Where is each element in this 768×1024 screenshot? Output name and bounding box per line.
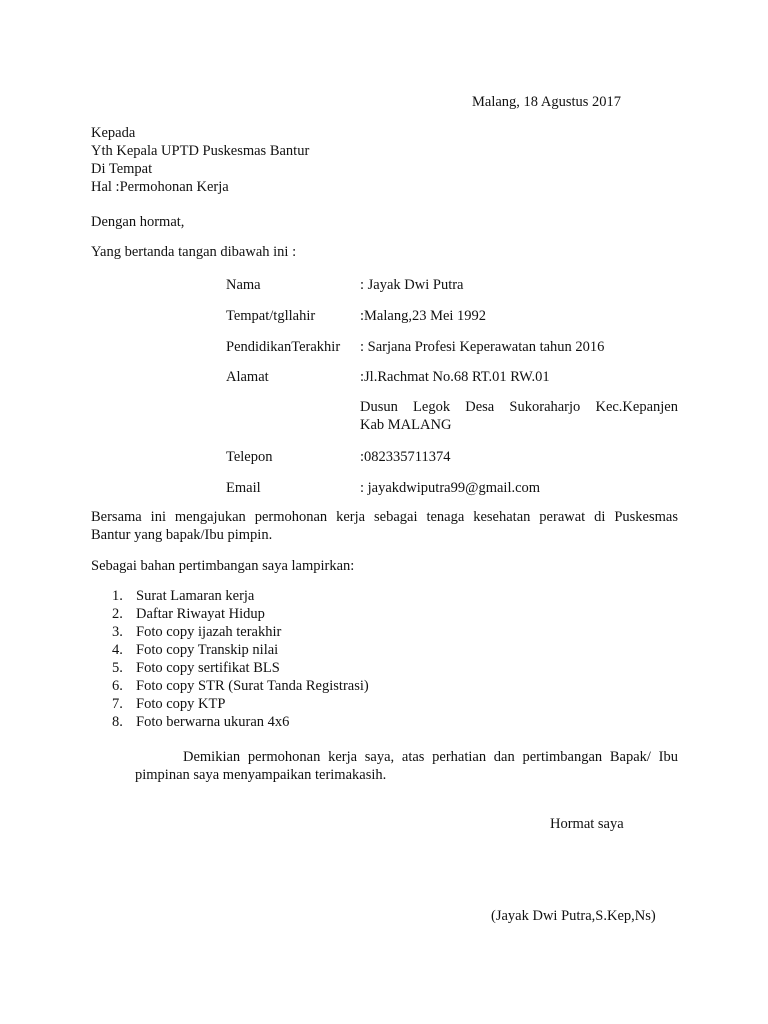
list-number: 3.: [112, 624, 123, 640]
body-paragraph: [91, 508, 678, 544]
field-label-ttl: Tempat/tgllahir: [226, 308, 316, 324]
list-number: 7.: [112, 696, 123, 712]
address-continuation: [360, 398, 678, 434]
list-item: [112, 605, 369, 623]
list-item: [112, 659, 369, 677]
list-number: 5.: [112, 660, 123, 676]
closing-line: pimpinan saya menyampaikan terimakasih.: [135, 767, 387, 783]
closing-line: Demikian permohonan kerja saya, atas perhatian dan pertimbangan Bapak/ Ibu: [183, 749, 678, 765]
intro-text: Yang bertanda tangan dibawah ini :: [91, 244, 297, 260]
address-line: Kab MALANG: [360, 417, 452, 433]
field-label-alamat: Alamat: [226, 369, 269, 385]
salutation: Dengan hormat,: [91, 214, 185, 230]
attachment-list: [112, 587, 369, 731]
regards-text: Hormat saya: [550, 816, 624, 832]
subject-line: Hal :Permohonan Kerja: [91, 179, 229, 195]
list-text: Foto copy STR (Surat Tanda Registrasi): [136, 678, 369, 694]
list-text: Daftar Riwayat Hidup: [136, 606, 265, 622]
letter-date: Malang, 18 Agustus 2017: [472, 94, 622, 110]
list-item: [112, 713, 369, 731]
signer-name: (Jayak Dwi Putra,S.Kep,Ns): [491, 908, 656, 924]
list-number: 4.: [112, 642, 123, 658]
body-line: Bersama ini mengajukan permohonan kerja sebagai tenaga kesehatan perawat di Puskesmas: [91, 509, 678, 525]
body-line: Bantur yang bapak/Ibu pimpin.: [91, 527, 273, 543]
list-text: Foto berwarna ukuran 4x6: [136, 714, 290, 730]
list-item: [112, 587, 369, 605]
list-item: [112, 695, 369, 713]
field-label-nama: Nama: [226, 277, 261, 293]
field-value-nama: : Jayak Dwi Putra: [360, 277, 464, 293]
field-value-email: : jayakdwiputra99@gmail.com: [360, 480, 541, 496]
attachment-intro: Sebagai bahan pertimbangan saya lampirkan:: [91, 558, 355, 574]
list-number: 1.: [112, 588, 123, 604]
recipient-line: Di Tempat: [91, 161, 153, 177]
closing-paragraph: [135, 748, 678, 784]
field-value-telepon: :082335711374: [360, 449, 451, 465]
field-value-pendidikan: : Sarjana Profesi Keperawatan tahun 2016: [360, 339, 605, 355]
field-value-ttl: :Malang,23 Mei 1992: [360, 308, 487, 324]
list-number: 2.: [112, 606, 123, 622]
recipient-block: [91, 124, 309, 196]
recipient-line: Kepada: [91, 125, 136, 141]
list-number: 8.: [112, 714, 123, 730]
list-item: [112, 623, 369, 641]
list-text: Surat Lamaran kerja: [136, 588, 255, 604]
recipient-line: Yth Kepala UPTD Puskesmas Bantur: [91, 143, 310, 159]
address-line: Dusun Legok Desa Sukoraharjo Kec.Kepanjen: [360, 399, 678, 415]
list-number: 6.: [112, 678, 123, 694]
list-text: Foto copy ijazah terakhir: [136, 624, 282, 640]
field-label-email: Email: [226, 480, 261, 496]
field-label-pendidikan: PendidikanTerakhir: [226, 339, 341, 355]
field-value-alamat: :Jl.Rachmat No.68 RT.01 RW.01: [360, 369, 550, 385]
list-text: Foto copy sertifikat BLS: [136, 660, 280, 676]
list-text: Foto copy KTP: [136, 696, 226, 712]
list-text: Foto copy Transkip nilai: [136, 642, 279, 658]
field-label-telepon: Telepon: [226, 449, 273, 465]
list-item: [112, 641, 369, 659]
list-item: [112, 677, 369, 695]
